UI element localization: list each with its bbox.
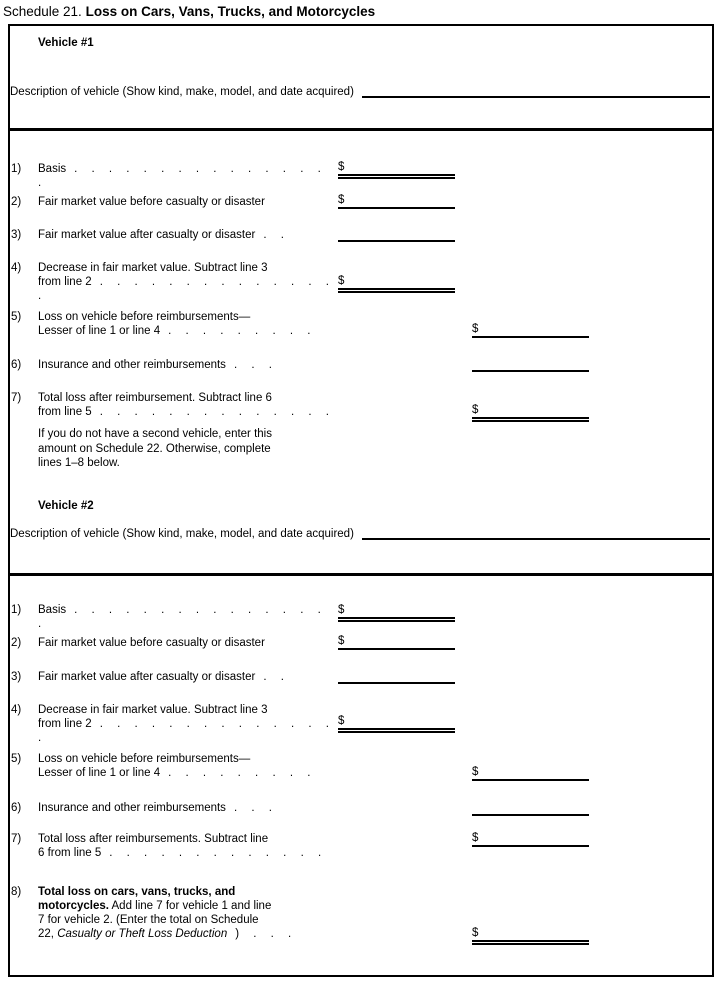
note-line: amount on Schedule 22. Otherwise, complete: [38, 442, 271, 455]
dot-leaders: . . . . . . . . .: [168, 767, 312, 779]
dot-leaders: ) . . .: [235, 928, 293, 940]
line-number: 1): [11, 604, 22, 616]
vehicle1-description-label: Description of vehicle (Show kind, make, model, and date acquired): [10, 86, 354, 98]
vehicle2-line4-amount-field[interactable]: [338, 710, 455, 730]
vehicle2-line8-amount-field[interactable]: [472, 922, 589, 942]
line-label: Insurance and other reimbursements . . .: [38, 359, 273, 371]
form-title: [3, 4, 375, 19]
line-label: Total loss after reimbursements. Subtract line 6 from line 5 . . . . . . . . . . . . .: [38, 833, 323, 859]
line-label: Total loss on cars, vans, trucks, and motorcycles. Add line 7 for vehicle 1 and line 7 for vehicle 2. (Enter the total on Schedule 22, Casualty or Theft Loss Deduction ) . . .: [38, 886, 293, 940]
dot-leaders: . . .: [233, 802, 273, 814]
dot-leaders: . . . . . . . . . . . . . . .: [38, 718, 330, 744]
vehicle1-heading: Vehicle #1: [38, 37, 94, 49]
vehicle1-line5-amount-field[interactable]: [472, 318, 589, 338]
vehicle1-line4-amount-field[interactable]: [338, 270, 455, 290]
dollar-sign: $: [472, 832, 479, 844]
dollar-sign: $: [472, 404, 479, 416]
vehicle2-line2-amount-field[interactable]: [338, 630, 455, 650]
vehicle2-description-label: Description of vehicle (Show kind, make, model, and date acquired): [10, 528, 354, 540]
dot-leaders: . .: [263, 671, 285, 683]
line-number: 7): [11, 392, 22, 404]
line-label: Loss on vehicle before reimbursements— Lesser of line 1 or line 4 . . . . . . . . .: [38, 753, 312, 779]
dot-leaders: . . . . . . . . . . . . . . . .: [38, 163, 322, 189]
line-label: Decrease in fair market value. Subtract line 3 from line 2 . . . . . . . . . . . . . . .: [38, 704, 330, 744]
form-title-name: Loss on Cars, Vans, Trucks, and Motorcycles: [85, 4, 376, 19]
dollar-sign: $: [338, 275, 345, 287]
note-line: If you do not have a second vehicle, enter this: [38, 428, 272, 440]
line-number: 1): [11, 163, 22, 175]
line-label: Fair market value before casualty or disaster: [38, 637, 265, 649]
dollar-sign: $: [338, 715, 345, 727]
dollar-sign: $: [472, 323, 479, 335]
line-number: 2): [11, 196, 22, 208]
dot-leaders: . .: [263, 229, 285, 241]
line-number: 2): [11, 637, 22, 649]
dollar-sign: $: [472, 927, 479, 939]
line-number: 4): [11, 704, 22, 716]
line-number: 7): [11, 833, 22, 845]
vehicle1-line7-note: [38, 427, 348, 471]
vehicle2-description-input-line[interactable]: [362, 526, 710, 540]
vehicle2-line6-amount-field[interactable]: [472, 796, 589, 816]
line-number: 8): [11, 886, 22, 898]
dollar-sign: $: [338, 194, 345, 206]
vehicle2-description-input-line-2[interactable]: [10, 573, 712, 576]
form-outline-box: [8, 24, 714, 977]
line-number: 5): [11, 311, 22, 323]
vehicle2-line1-amount-field[interactable]: [338, 599, 455, 619]
dollar-sign: $: [338, 635, 345, 647]
line-label: Basis . . . . . . . . . . . . . . . .: [38, 163, 322, 189]
vehicle2-line7-amount-field[interactable]: [472, 827, 589, 847]
line-number: 3): [11, 229, 22, 241]
dollar-sign: $: [338, 604, 345, 616]
line-label: Fair market value after casualty or disaster . .: [38, 671, 285, 683]
vehicle2-line3-amount-field[interactable]: [338, 664, 455, 684]
line-number: 3): [11, 671, 22, 683]
line-label: Fair market value before casualty or disaster: [38, 196, 265, 208]
line-number: 6): [11, 802, 22, 814]
dot-leaders: . . . . . . . . .: [168, 325, 312, 337]
vehicle2-heading: Vehicle #2: [38, 500, 94, 512]
vehicle2-line5-amount-field[interactable]: [472, 761, 589, 781]
vehicle1-description-input-line[interactable]: [362, 84, 710, 98]
line-label: Decrease in fair market value. Subtract line 3 from line 2 . . . . . . . . . . . . . . .: [38, 262, 330, 302]
vehicle1-line3-amount-field[interactable]: [338, 222, 455, 242]
dot-leaders: . . . . . . . . . . . . . . . .: [38, 604, 322, 630]
line-label: Fair market value after casualty or disaster . .: [38, 229, 285, 241]
vehicle1-line2-amount-field[interactable]: [338, 189, 455, 209]
vehicle1-description-input-line-2[interactable]: [10, 128, 712, 131]
line-label: Basis . . . . . . . . . . . . . . . .: [38, 604, 322, 630]
dot-leaders: . . . . . . . . . . . . .: [109, 847, 323, 859]
dollar-sign: $: [338, 161, 345, 173]
vehicle1-line6-amount-field[interactable]: [472, 352, 589, 372]
line-number: 4): [11, 262, 22, 274]
vehicle1-line7-amount-field[interactable]: [472, 399, 589, 419]
line-label: Total loss after reimbursement. Subtract line 6 from line 5 . . . . . . . . . . . . . .: [38, 392, 330, 418]
line-number: 6): [11, 359, 22, 371]
line-number: 5): [11, 753, 22, 765]
note-line: lines 1–8 below.: [38, 457, 120, 469]
line-label: Loss on vehicle before reimbursements— Lesser of line 1 or line 4 . . . . . . . . .: [38, 311, 312, 337]
dot-leaders: . . . . . . . . . . . . . .: [99, 406, 330, 418]
vehicle2-description-row: [10, 526, 710, 540]
vehicle1-line1-amount-field[interactable]: [338, 156, 455, 176]
dot-leaders: . . . . . . . . . . . . . . .: [38, 276, 330, 302]
form-title-schedule-number: Schedule 21.: [3, 4, 82, 19]
dot-leaders: . . .: [233, 359, 273, 371]
vehicle1-description-row: [10, 84, 710, 98]
line-label: Insurance and other reimbursements . . .: [38, 802, 273, 814]
dollar-sign: $: [472, 766, 479, 778]
